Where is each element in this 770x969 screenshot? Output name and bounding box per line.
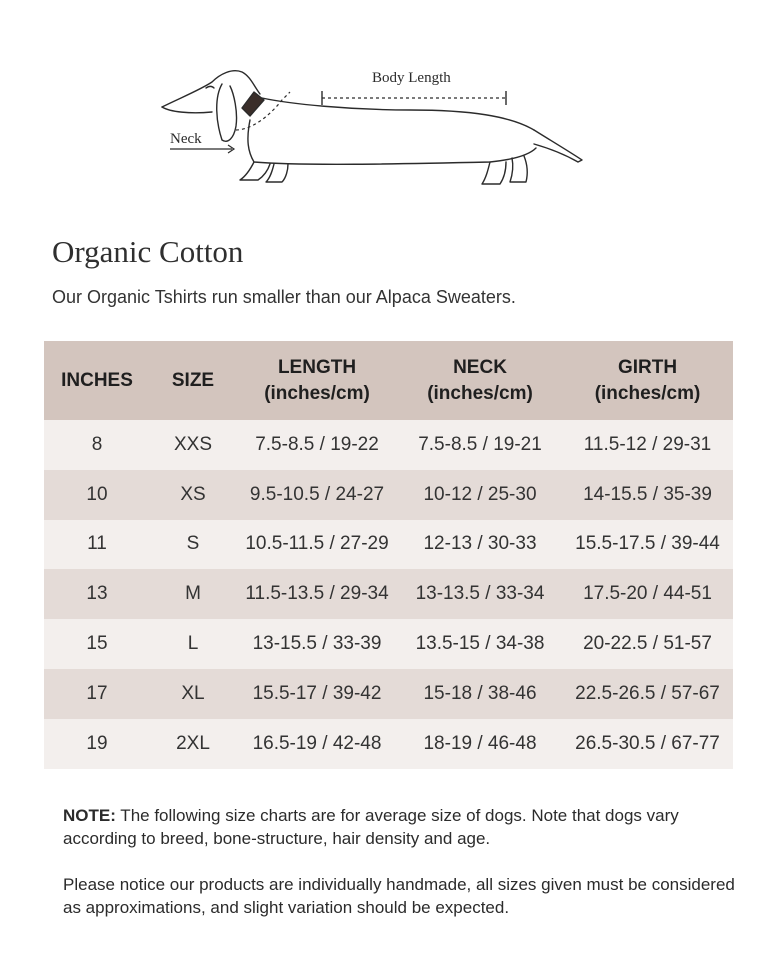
table-row <box>44 669 733 719</box>
cell-length: 15.5-17 / 39-42 <box>236 669 398 719</box>
cell-girth: 20-22.5 / 51-57 <box>562 619 733 669</box>
cell-length: 16.5-19 / 42-48 <box>236 719 398 769</box>
cell-girth: 22.5-26.5 / 57-67 <box>562 669 733 719</box>
table-row <box>44 719 733 769</box>
cell-size: XL <box>150 669 236 719</box>
cell-inches: 10 <box>44 470 150 520</box>
page-subtitle: Our Organic Tshirts run smaller than our Alpaca Sweaters. <box>52 287 516 307</box>
cell-size: XXS <box>150 420 236 470</box>
header-length: LENGTH (inches/cm) <box>236 341 398 420</box>
table-header-row <box>44 341 733 420</box>
cell-neck: 12-13 / 30-33 <box>398 520 562 570</box>
note-label: NOTE: <box>63 806 116 825</box>
cell-inches: 15 <box>44 619 150 669</box>
cell-girth: 15.5-17.5 / 39-44 <box>562 520 733 570</box>
size-chart-table <box>44 341 733 769</box>
table-row <box>44 619 733 669</box>
cell-length: 9.5-10.5 / 24-27 <box>236 470 398 520</box>
cell-neck: 18-19 / 46-48 <box>398 719 562 769</box>
header-size: SIZE <box>150 341 236 420</box>
handmade-note: Please notice our products are individually handmade, all sizes given must be considered as approximations, and slight variation should be expected. <box>63 875 735 917</box>
cell-girth: 26.5-30.5 / 67-77 <box>562 719 733 769</box>
cell-neck: 13.5-15 / 34-38 <box>398 619 562 669</box>
dog-measurement-illustration <box>150 60 600 195</box>
cell-size: L <box>150 619 236 669</box>
sizing-note <box>63 804 743 850</box>
header-girth: GIRTH (inches/cm) <box>562 341 733 420</box>
cell-inches: 17 <box>44 669 150 719</box>
cell-length: 7.5-8.5 / 19-22 <box>236 420 398 470</box>
table-row <box>44 470 733 520</box>
body-length-label: Body Length <box>372 70 451 86</box>
cell-neck: 7.5-8.5 / 19-21 <box>398 420 562 470</box>
cell-neck: 10-12 / 25-30 <box>398 470 562 520</box>
page-title: Organic Cotton <box>52 234 244 269</box>
cell-girth: 11.5-12 / 29-31 <box>562 420 733 470</box>
cell-girth: 17.5-20 / 44-51 <box>562 569 733 619</box>
cell-inches: 11 <box>44 520 150 570</box>
cell-neck: 13-13.5 / 33-34 <box>398 569 562 619</box>
note-text: The following size charts are for average size of dogs. Note that dogs vary according to breed, bone-structure, hair density and age. <box>63 806 679 848</box>
cell-size: XS <box>150 470 236 520</box>
cell-neck: 15-18 / 38-46 <box>398 669 562 719</box>
cell-size: 2XL <box>150 719 236 769</box>
cell-length: 10.5-11.5 / 27-29 <box>236 520 398 570</box>
table-row <box>44 520 733 570</box>
header-neck: NECK (inches/cm) <box>398 341 562 420</box>
neck-label: Neck <box>170 131 202 147</box>
cell-size: S <box>150 520 236 570</box>
cell-inches: 8 <box>44 420 150 470</box>
cell-girth: 14-15.5 / 35-39 <box>562 470 733 520</box>
table-row <box>44 569 733 619</box>
header-inches: INCHES <box>44 341 150 420</box>
cell-length: 13-15.5 / 33-39 <box>236 619 398 669</box>
cell-inches: 13 <box>44 569 150 619</box>
cell-size: M <box>150 569 236 619</box>
table-row <box>44 420 733 470</box>
notes-section <box>63 804 743 942</box>
cell-length: 11.5-13.5 / 29-34 <box>236 569 398 619</box>
cell-inches: 19 <box>44 719 150 769</box>
